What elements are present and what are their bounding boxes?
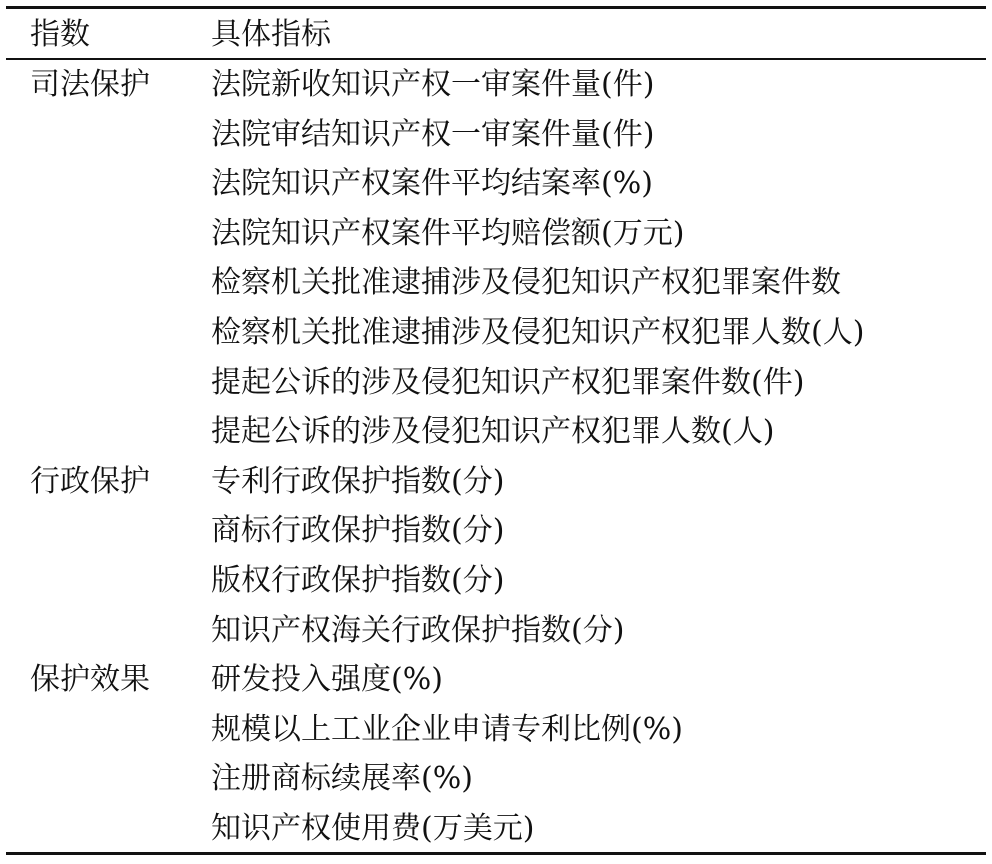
row-index: 保护效果 <box>30 662 150 698</box>
row-index: 行政保护 <box>30 463 150 499</box>
row-index: 司法保护 <box>30 67 150 102</box>
table-row <box>6 506 986 556</box>
table-header-row <box>6 10 986 58</box>
header-index: 指数 <box>30 17 90 52</box>
row-indicator: 知识产权海关行政保护指数(分) <box>211 612 625 648</box>
row-indicator: 检察机关批准逮捕涉及侵犯知识产权犯罪人数(人) <box>211 314 865 350</box>
table-row <box>6 556 986 606</box>
row-indicator: 研发投入强度(%) <box>211 662 443 698</box>
table-body <box>6 60 986 854</box>
row-indicator: 知识产权使用费(万美元) <box>211 810 535 846</box>
table-row <box>6 804 986 854</box>
row-indicator: 提起公诉的涉及侵犯知识产权犯罪人数(人) <box>211 414 775 450</box>
row-indicator: 法院新收知识产权一审案件量(件) <box>211 67 655 102</box>
table-row <box>6 209 986 259</box>
table-row <box>6 60 986 110</box>
row-indicator: 法院知识产权案件平均结案率(%) <box>211 166 653 202</box>
table-row <box>6 159 986 209</box>
table-row <box>6 655 986 705</box>
table-row <box>6 457 986 507</box>
table-row <box>6 358 986 408</box>
table-row <box>6 754 986 804</box>
row-indicator: 注册商标续展率(%) <box>211 761 473 797</box>
row-indicator: 提起公诉的涉及侵犯知识产权犯罪案件数(件) <box>211 364 805 400</box>
table-row <box>6 110 986 160</box>
table-top-rule <box>6 6 986 9</box>
row-indicator: 法院审结知识产权一审案件量(件) <box>211 116 655 152</box>
table-row <box>6 407 986 457</box>
row-indicator: 检察机关批准逮捕涉及侵犯知识产权犯罪案件数 <box>211 265 841 301</box>
table-row <box>6 606 986 656</box>
table-row <box>6 308 986 358</box>
row-indicator: 商标行政保护指数(分) <box>211 513 505 549</box>
row-indicator: 版权行政保护指数(分) <box>211 562 505 598</box>
row-indicator: 规模以上工业企业申请专利比例(%) <box>211 711 683 747</box>
row-indicator: 法院知识产权案件平均赔偿额(万元) <box>211 215 685 251</box>
header-indicator: 具体指标 <box>211 17 331 52</box>
row-indicator: 专利行政保护指数(分) <box>211 463 505 499</box>
table-row <box>6 705 986 755</box>
table-bottom-rule <box>6 852 986 855</box>
indicator-table <box>6 6 986 858</box>
table-row <box>6 258 986 308</box>
